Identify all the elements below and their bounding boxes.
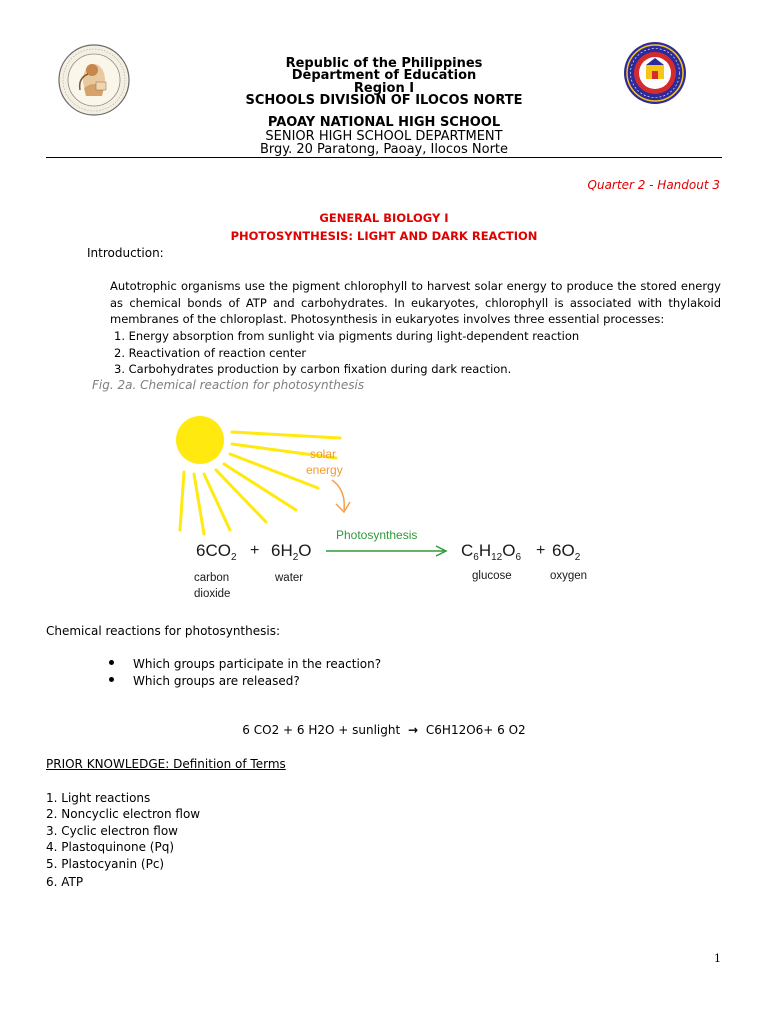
label-water: water bbox=[275, 572, 304, 584]
question-2: Which groups are released? bbox=[133, 674, 300, 688]
handout-label: Quarter 2 - Handout 3 bbox=[587, 178, 720, 192]
solar-label-1: solar bbox=[310, 447, 337, 461]
prior-knowledge-heading: PRIOR KNOWLEDGE: Definition of Terms bbox=[46, 757, 286, 771]
question-1: Which groups participate in the reaction? bbox=[133, 657, 382, 671]
term-2: 2. Noncyclic electron flow bbox=[46, 807, 201, 821]
intro-line-1: Autotrophic organisms use the pigment chlorophyll to harvest solar energy to produce the stored energy bbox=[110, 279, 721, 293]
bullet-icon bbox=[109, 660, 114, 665]
equation-left: 6 CO2 + 6 H2O + sunlight bbox=[242, 723, 401, 737]
term-5: 5. Plastocyanin (Pc) bbox=[46, 857, 165, 871]
bullet-icon bbox=[109, 677, 114, 682]
subject-title: GENERAL BIOLOGY I bbox=[319, 211, 449, 225]
reactant-h2o: $6H_2O$ bbox=[271, 541, 312, 563]
header-region: Region I bbox=[353, 81, 415, 96]
reactant-co2: $6CO_2$ bbox=[196, 541, 237, 563]
label-dioxide: dioxide bbox=[194, 588, 231, 600]
header-school-name: PAOAY NATIONAL HIGH SCHOOL bbox=[267, 115, 501, 130]
plus-2: + bbox=[536, 542, 546, 559]
term-1: 1. Light reactions bbox=[46, 791, 151, 805]
header-division: SCHOOLS DIVISION OF ILOCOS NORTE bbox=[245, 93, 523, 108]
text-equation bbox=[0, 722, 768, 739]
intro-line-3: membranes of the chloroplast. Photosynthesis in eukaryotes involves three essential processes: bbox=[110, 312, 665, 326]
page-number: 1 bbox=[714, 952, 721, 965]
intro-heading: Introduction: bbox=[87, 246, 164, 260]
term-4: 4. Plastoquinone (Pq) bbox=[46, 840, 175, 854]
photosynthesis-arrow-label: Photosynthesis bbox=[336, 528, 418, 542]
header-address: Brgy. 20 Paratong, Paoay, Ilocos Norte bbox=[259, 142, 509, 157]
term-3: 3. Cyclic electron flow bbox=[46, 824, 178, 838]
label-oxygen: oxygen bbox=[550, 570, 588, 582]
label-carbon: carbon bbox=[194, 572, 230, 584]
equation-arrow-icon: → bbox=[408, 723, 419, 737]
term-6: 6. ATP bbox=[46, 875, 84, 889]
figure-caption: Fig. 2a. Chemical reaction for photosynthesis bbox=[92, 378, 365, 392]
header-department: Department of Education bbox=[291, 68, 477, 83]
product-glucose-formula: $C_6H_{12}O_6$ bbox=[461, 541, 522, 563]
label-glucose: glucose bbox=[472, 570, 512, 582]
reactions-heading: Chemical reactions for photosynthesis: bbox=[46, 624, 281, 638]
header-shs-department: SENIOR HIGH SCHOOL DEPARTMENT bbox=[265, 129, 503, 144]
header-republic: Republic of the Philippines bbox=[285, 56, 483, 71]
process-item-3: 3. Carbohydrates production by carbon fixation during dark reaction. bbox=[114, 362, 512, 376]
solar-label-2: energy bbox=[306, 463, 343, 477]
process-item-2: 2. Reactivation of reaction center bbox=[114, 346, 307, 360]
plus-1: + bbox=[250, 542, 260, 559]
intro-line-2: as chemical bonds of ATP and carbohydrates. In eukaryotes, chlorophyll is associated with thylakoid bbox=[110, 296, 721, 310]
header-divider bbox=[46, 157, 722, 158]
photosynthesis-figure bbox=[170, 410, 610, 606]
topic-title: PHOTOSYNTHESIS: LIGHT AND DARK REACTION bbox=[230, 229, 538, 243]
sun-icon bbox=[176, 416, 224, 464]
product-oxygen-formula: $6O_2$ bbox=[552, 541, 581, 563]
equation-right: C6H12O6+ 6 O2 bbox=[425, 723, 526, 737]
process-item-1: 1. Energy absorption from sunlight via pigments during light-dependent reaction bbox=[114, 329, 580, 343]
